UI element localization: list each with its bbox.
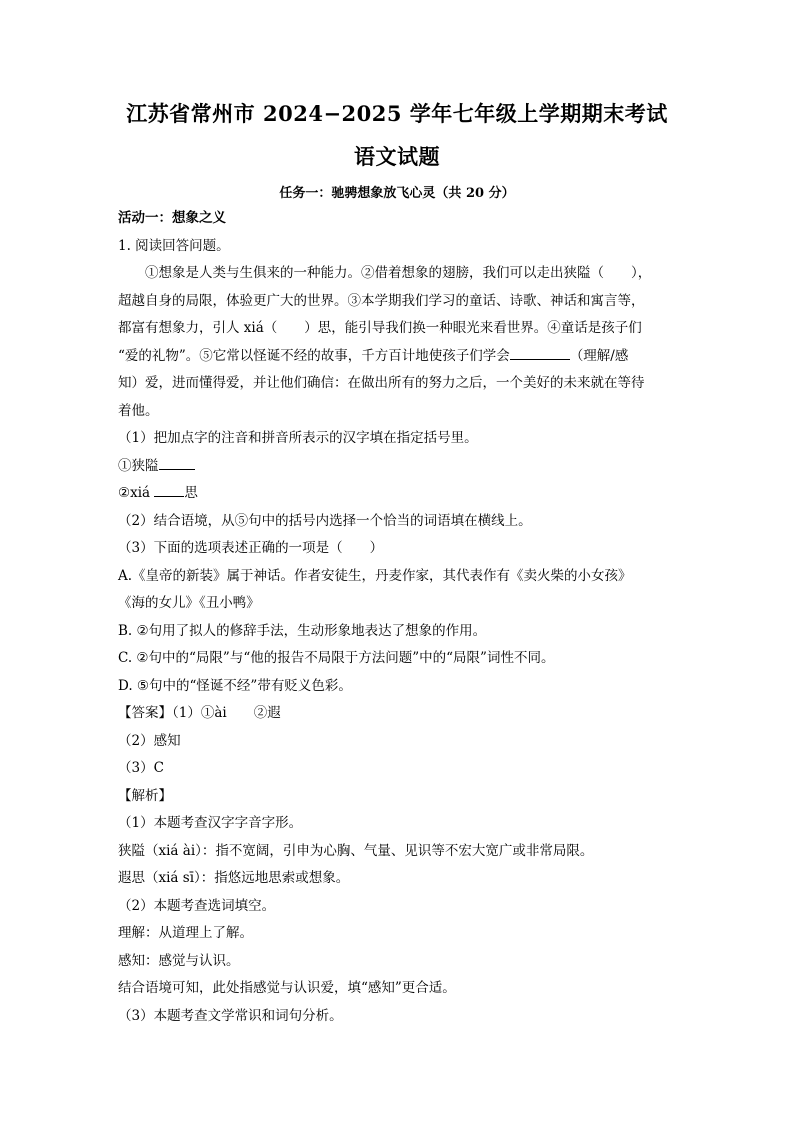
fill-blank [154,482,184,497]
analysis-line: 狭隘（xiá ài）：指不宽阔，引申为心胸、气量、见识等不宏大宽广或非常局限。 [118,842,594,859]
answer-label: 【答案】 [118,705,172,721]
analysis-line: （1）本题考查汉字字音字形。 [118,815,303,831]
task-header: 任务一：驰骋想象放飞心灵（共 20 分） [279,186,515,201]
sub-question-1b-suffix: 思 [184,485,198,501]
sub-question-1: （1）把加点字的注音和拼音所表示的汉字填在指定括号里。 [118,430,478,446]
answer-2: （2）感知 [118,732,181,749]
analysis-line: 遐思（xiá sī）：指悠远地思索或想象。 [118,870,350,886]
answer-line-1 [118,700,678,728]
answer-3: （3）C [118,760,164,776]
passage-line: 超越自身的局限，体验更广大的世界。③本学期我们学习的童话、诗歌、神话和寓言等， [118,292,645,309]
option-d: D. ⑤句中的“怪诞不经”带有贬义色彩。 [118,677,352,694]
sub-question-1b-text: ②xiá [118,485,155,501]
answer-1: （1）①ài ②遐 [172,705,281,721]
passage-text: （理解/感 [569,347,629,364]
passage-text: “爱的礼物”。⑤它常以怪诞不经的故事，千方百计地使孩子们学会 [118,347,510,364]
sub-question-2: （2）结合语境，从⑤句中的括号内选择一个恰当的词语填在横线上。 [118,512,532,529]
exam-content [118,205,678,1030]
option-a-continued: 《海的女儿》《丑小鸭》 [118,595,260,611]
passage-line: 知）爱，进而懂得爱，并让他们确信：在做出所有的努力之后，一个美好的未来就在等待 [118,375,645,391]
passage-line: 都富有想象力，引人 xiá（ ）思，能引导我们换一种眼光来看世界。④童话是孩子们 [118,320,642,336]
passage-line: 着他。 [118,402,159,419]
option-c: C. ②句中的“局限”与“他的报告不局限于方法问题”中的“局限”词性不同。 [118,650,555,666]
sub-question-1a-text: ①狭隘 [118,457,159,474]
sub-question-3: （3）下面的选项表述正确的一项是（ ） [118,540,384,556]
sub-question-1a [118,453,678,481]
fill-blank [510,345,570,360]
question-number: 1. 阅读回答问题。 [118,237,230,254]
activity-header: 活动一：想象之义 [118,210,226,226]
analysis-line: （3）本题考查文学常识和词句分析。 [118,1007,343,1024]
sub-question-1b [118,480,678,508]
analysis-label: 【解析】 [118,787,172,804]
option-a: A.《皇帝的新装》属于神话。作者安徒生，丹麦作家，其代表作有《卖火柴的小女孩》 [118,567,632,584]
analysis-line: 理解：从道理上了解。 [118,925,253,941]
passage-line: ①想象是人类与生俱来的一种能力。②借着想象的翅膀，我们可以走出狭隘（ ）， [145,265,652,281]
reading-passage [118,260,678,425]
exam-title: 江苏省常州市 2024−2025 学年七年级上学期期末考试 [126,101,668,126]
fill-blank [159,455,195,470]
analysis-line: 结合语境可知，此处指感觉与认识爱，填“感知”更合适。 [118,980,456,996]
option-b: B. ②句用了拟人的修辞手法，生动形象地表达了想象的作用。 [118,622,487,639]
analysis-line: 感知：感觉与认识。 [118,952,240,969]
analysis-line: （2）本题考查选词填空。 [118,897,276,914]
exam-subtitle: 语文试题 [354,144,440,169]
passage-line [118,343,678,371]
